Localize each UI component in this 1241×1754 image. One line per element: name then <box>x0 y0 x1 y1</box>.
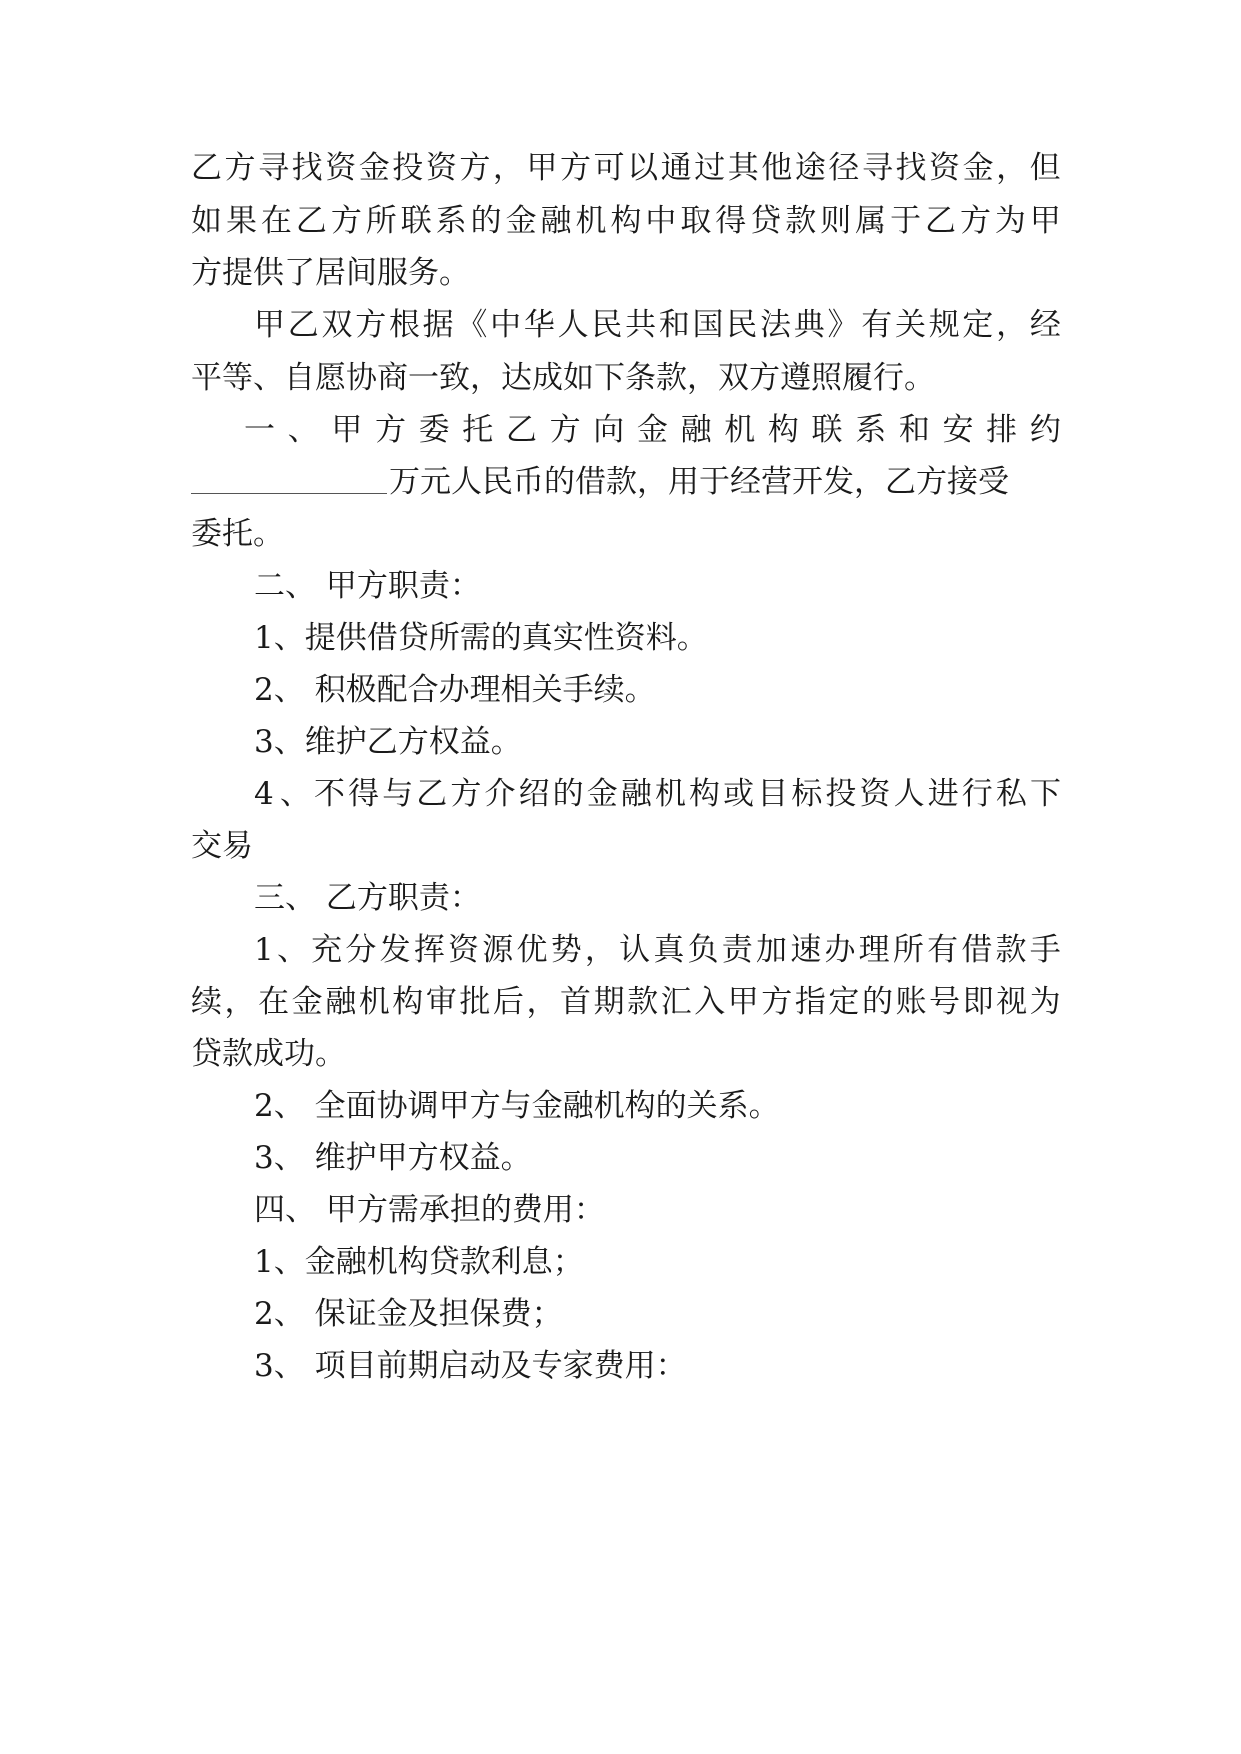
clause3-heading: 三、 乙方职责： <box>254 880 481 916</box>
clause4-item2: 2、 保证金及担保费； <box>254 1296 563 1332</box>
clause2-item1: 1、提供借贷所需的真实性资料。 <box>254 620 708 656</box>
clause3-item1-line1: 1 、 充 分 发 挥 资 源 优 势 ， 认 真 负 责 加 速 办 理 所 有 借 款 手 <box>254 932 1061 968</box>
clause3-item1-line3: 贷款成功。 <box>191 1036 346 1072</box>
clause2-item4-line2: 交易 <box>191 828 253 864</box>
clause3-item2: 2、 全面协调甲方与金融机构的关系。 <box>254 1088 780 1124</box>
para1-line2: 如 果 在 乙 方 所 联 系 的 金 融 机 构 中 取 得 贷 款 则 属 于 乙 方 为 甲 <box>191 203 1061 239</box>
clause4-item1: 1、金融机构贷款利息； <box>254 1244 584 1280</box>
clause1-line3: 委托。 <box>191 516 284 552</box>
clause1-line1: 一 、 甲 方 委 托 乙 方 向 金 融 机 构 联 系 和 安 排 约 <box>244 412 1061 448</box>
para2-line2: 平等、自愿协商一致，达成如下条款，双方遵照履行。 <box>191 360 935 396</box>
para1-line3: 方提供了居间服务。 <box>191 255 470 291</box>
para1-line1: 乙 方 寻 找 资 金 投 资 方 ， 甲 方 可 以 通 过 其 他 途 径 寻 找 资 金 ， 但 <box>191 150 1061 186</box>
clause2-item4-line1: 4 、 不 得 与 乙 方 介 绍 的 金 融 机 构 或 目 标 投 资 人 进 行 私 下 <box>254 776 1061 812</box>
clause4-item3: 3、 项目前期启动及专家费用： <box>254 1348 687 1384</box>
clause4-heading: 四、 甲方需承担的费用： <box>254 1192 605 1228</box>
amount-blank <box>191 465 387 494</box>
clause2-item2: 2、 积极配合办理相关手续。 <box>254 672 656 708</box>
clause2-item3: 3、维护乙方权益。 <box>254 724 522 760</box>
clause1-line2-text: 万元人民币的借款，用于经营开发，乙方接受 <box>389 464 1009 500</box>
clause3-item1-line2: 续 ， 在 金 融 机 构 审 批 后 ， 首 期 款 汇 入 甲 方 指 定 的 账 号 即 视 为 <box>191 984 1061 1020</box>
para2-line1: 甲 乙 双 方 根 据 《 中 华 人 民 共 和 国 民 法 典 》 有 关 规 定 ， 经 <box>254 307 1061 343</box>
clause2-heading: 二、 甲方职责： <box>254 568 481 604</box>
clause1-line2 <box>191 462 1061 502</box>
clause3-item3: 3、 维护甲方权益。 <box>254 1140 532 1176</box>
